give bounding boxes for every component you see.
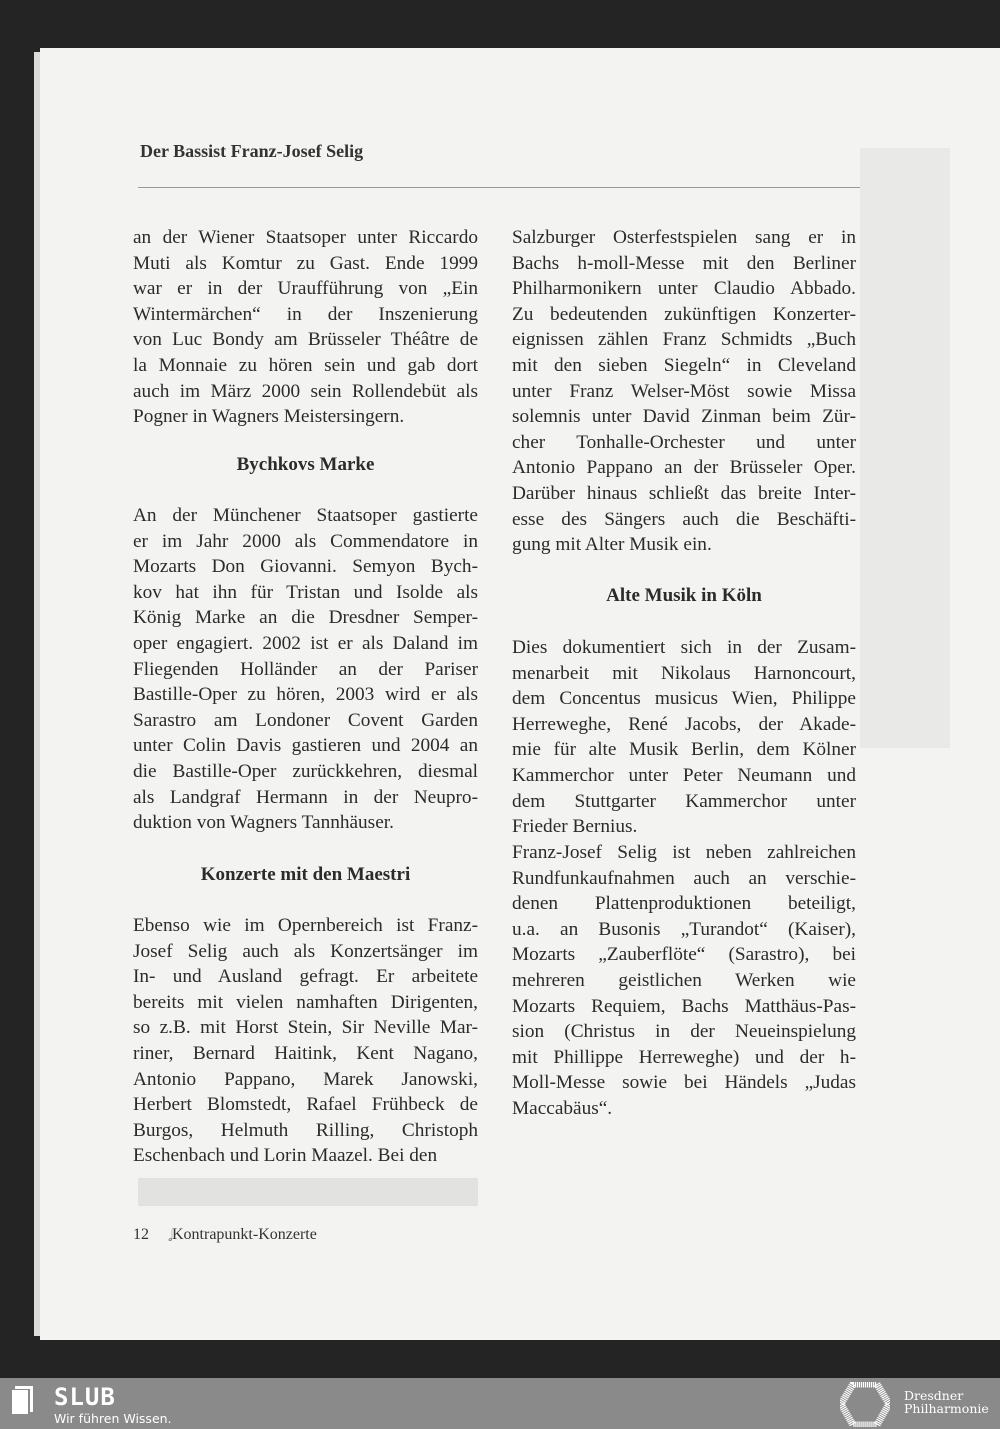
running-head: Der Bassist Franz-Josef Selig: [140, 141, 364, 161]
text-line: u.a. an Busonis „Turandot“ (Kaiser),: [512, 918, 856, 940]
text-line: Fliegenden Holländer an der Pariser: [133, 658, 478, 680]
text-line: Philharmonikern unter Claudio Abbado.: [512, 278, 856, 300]
page-number: 12: [133, 1226, 149, 1243]
text-line: gung mit Alter Musik ein.: [512, 534, 712, 556]
library-tagline: Wir führen Wissen.: [54, 1411, 172, 1426]
section-heading: Bychkovs Marke: [236, 454, 375, 475]
text-line: Josef Selig auch als Konzertsänger im: [133, 940, 478, 962]
text-line: esse des Sängers auch die Beschäfti-: [512, 508, 856, 530]
section-heading: Konzerte mit den Maestri: [200, 864, 411, 885]
text-line: Zu bedeutenden zukünftigen Konzerter-: [512, 303, 856, 325]
text-line: denen Plattenproduktionen beteiligt,: [512, 893, 856, 915]
text-line: la Monnaie zu hören sein und gab dort: [133, 354, 478, 376]
paragraph: [133, 225, 478, 430]
header-rule: [138, 187, 860, 188]
section-heading: Alte Musik in Köln: [606, 585, 762, 606]
text-line: Moll-Messe sowie bei Händels „Judas: [512, 1072, 856, 1094]
text-line: unter Colin Davis gastieren und 2004 an: [133, 735, 478, 757]
viewer-footer-bar: [0, 1378, 1000, 1429]
text-line: Burgos, Helmuth Rilling, Christoph: [133, 1119, 478, 1141]
text-line: Maccabäus“.: [512, 1097, 613, 1119]
text-line: Antonio Pappano, Marek Janowski,: [133, 1068, 478, 1090]
text-line: die Bastille-Oper zurückkehren, diesmal: [133, 760, 478, 782]
text-line: Franz-Josef Selig ist neben zahlreichen: [512, 842, 856, 863]
text-line: Sarastro am Londoner Covent Garden: [133, 709, 478, 731]
text-line: unter Franz Welser-Möst sowie Missa: [512, 380, 856, 402]
text-line: Ebenso wie im Opernbereich ist Franz-: [133, 915, 478, 936]
text-line: menarbeit mit Nikolaus Harnoncourt,: [512, 662, 856, 684]
text-line: Salzburger Osterfestspielen sang er in: [512, 227, 856, 248]
music-note-icon: 𝅗𝅥: [168, 1229, 173, 1245]
text-line: König Marke an die Dresdner Semper-: [133, 607, 478, 629]
bleed-through-shadow: [860, 148, 950, 748]
text-line: duktion von Wagners Tannhäuser.: [133, 812, 394, 834]
text-line: so z.B. mit Horst Stein, Sir Neville Mar-: [133, 1017, 478, 1039]
text-line: kov hat ihn für Tristan und Isolde als: [133, 581, 478, 603]
text-line: Rundfunkaufnahmen auch an verschie-: [512, 867, 856, 889]
partner-name[interactable]: [904, 1389, 989, 1415]
text-line: Mozarts Don Giovanni. Semyon Bych-: [133, 556, 478, 578]
text-line: Eschenbach und Lorin Maazel. Bei den: [133, 1145, 438, 1167]
text-line: An der Münchener Staatsoper gastierte: [133, 505, 478, 526]
text-line: auch im März 2000 sein Rollendebüt als: [133, 380, 478, 402]
text-line: Frieder Bernius.: [512, 816, 638, 838]
text-line: Pogner in Wagners Meistersingern.: [133, 406, 405, 428]
text-line: als Landgraf Hermann in der Neupro-: [133, 786, 478, 808]
partner-name-line: Dresdner: [904, 1388, 964, 1403]
bleed-through-shadow: [138, 1178, 478, 1206]
text-line: Herreweghe, René Jacobs, der Akade-: [512, 713, 856, 735]
text-line: Wintermärchen“ in der Inszenierung: [133, 303, 478, 325]
text-line: Darüber hinaus schließt das breite Inter-: [512, 482, 856, 504]
text-line: Bachs h-moll-Messe mit den Berliner: [512, 252, 856, 274]
text-line: Muti als Komtur zu Gast. Ende 1999: [133, 252, 478, 274]
paragraph: [512, 840, 856, 1122]
text-line: Mozarts Requiem, Bachs Matthäus-Pas-: [512, 995, 856, 1017]
partner-name-line: Philharmonie: [904, 1401, 989, 1416]
slub-book-icon: [12, 1386, 34, 1416]
text-line: In- und Ausland gefragt. Er arbeitete: [133, 966, 478, 988]
text-line: an der Wiener Staatsoper unter Riccardo: [133, 227, 478, 248]
text-line: mie für alte Musik Berlin, dem Kölner: [512, 739, 856, 761]
text-line: mit Phillippe Herreweghe) und der h-: [512, 1046, 856, 1068]
philharmonie-logo-icon: [840, 1382, 890, 1427]
paragraph: [133, 913, 478, 1169]
text-line: Dies dokumentiert sich in der Zusam-: [512, 637, 856, 658]
text-line: mit den sieben Siegeln“ in Cleveland: [512, 354, 856, 376]
text-line: eignissen zählen Franz Schmidts „Buch: [512, 329, 856, 351]
text-line: cher Tonhalle-Orchester und unter: [512, 431, 856, 453]
text-line: dem Stuttgarter Kammerchor unter: [512, 790, 856, 812]
paragraph: [512, 225, 856, 558]
text-line: Mozarts „Zauberflöte“ (Sarastro), bei: [512, 944, 856, 966]
paragraph: [512, 635, 856, 840]
text-line: riner, Bernard Haitink, Kent Nagano,: [133, 1042, 478, 1064]
text-line: oper engagiert. 2002 ist er als Daland im: [133, 632, 478, 654]
text-line: war er in der Uraufführung von „Ein: [133, 278, 478, 300]
text-line: Antonio Pappano an der Brüsseler Oper.: [512, 457, 856, 479]
text-line: Kammerchor unter Peter Neumann und: [512, 764, 856, 786]
text-line: Herbert Blomstedt, Rafael Frühbeck de: [133, 1094, 478, 1116]
text-line: bereits mit vielen namhaften Dirigenten,: [133, 991, 478, 1013]
text-line: solemnis unter David Zinman beim Zür-: [512, 406, 856, 428]
text-line: sion (Christus in der Neueinspielung: [512, 1021, 856, 1043]
text-line: mehreren geistlichen Werken wie: [512, 969, 856, 991]
text-line: er im Jahr 2000 als Commendatore in: [133, 530, 478, 552]
paragraph: [133, 503, 478, 836]
library-name[interactable]: SLUB: [54, 1383, 116, 1411]
text-line: von Luc Bondy am Brüsseler Théâtre de: [133, 329, 478, 351]
text-line: Bastille-Oper zu hören, 2003 wird er als: [133, 684, 478, 706]
text-line: dem Concentus musicus Wien, Philippe: [512, 688, 856, 710]
publication-title: Kontrapunkt-Konzerte: [172, 1226, 317, 1243]
